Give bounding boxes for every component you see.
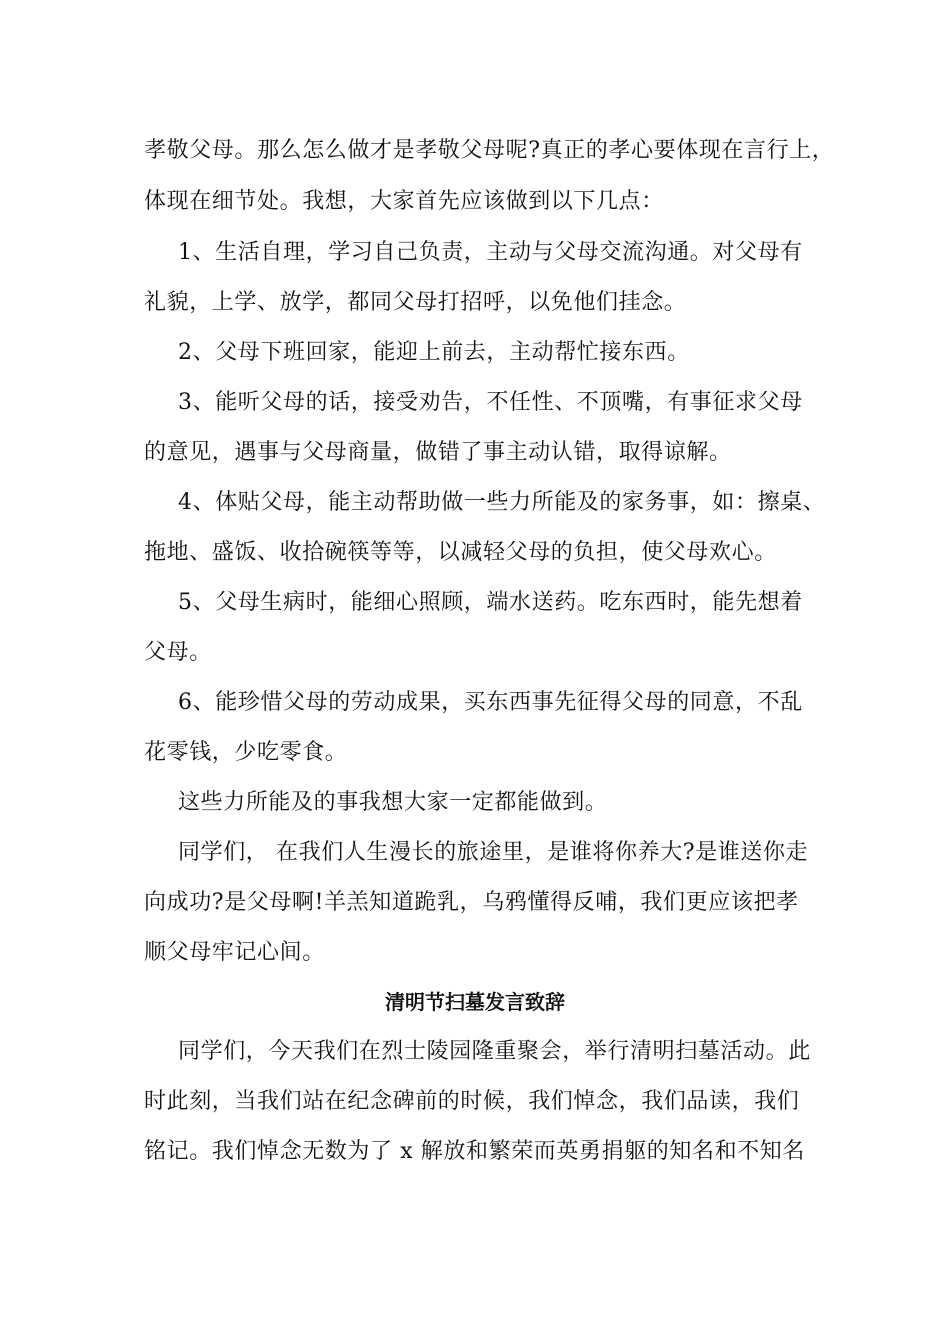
paragraph-line: 向成功?是父母啊!羊羔知道跪乳，乌鸦懂得反哺，我们更应该把孝 <box>144 890 799 915</box>
paragraph-line: 孝敬父母。那么怎么做才是孝敬父母呢?真正的孝心要体现在言行上， <box>144 138 835 163</box>
paragraph-line: 这些力所能及的事我想大家一定都能做到。 <box>178 790 608 815</box>
paragraph-line: 花零钱，少吃零食。 <box>144 740 348 765</box>
list-item-1: 1、生活自理，学习自己负责，主动与父母交流沟通。对父母有 <box>178 240 803 265</box>
paragraph-line: 顺父母牢记心间。 <box>144 940 325 965</box>
paragraph-line: 体现在细节处。我想，大家首先应该做到以下几点： <box>144 189 664 214</box>
paragraph-line: 铭记。我们悼念无数为了 x 解放和繁荣而英勇捐躯的知名和不知名 <box>144 1139 805 1164</box>
paragraph-line: 拖地、盛饭、收拾碗筷等等，以减轻父母的负担，使父母欢心。 <box>144 540 777 565</box>
section-title: 清明节扫墓发言致辞 <box>385 990 565 1014</box>
paragraph-line: 同学们， 在我们人生漫长的旅途里，是谁将你养大?是谁送你走 <box>178 840 809 865</box>
paragraph-line: 父母。 <box>144 640 212 665</box>
list-item-2: 2、父母下班回家，能迎上前去，主动帮忙接东西。 <box>178 340 690 365</box>
paragraph-line: 同学们，今天我们在烈士陵园隆重聚会，举行清明扫墓活动。此 <box>178 1039 811 1064</box>
list-item-4: 4、体贴父母，能主动帮助做一些力所能及的家务事，如：擦桌、 <box>178 490 826 515</box>
list-item-5: 5、父母生病时，能细心照顾，端水送药。吃东西时，能先想着 <box>178 590 803 615</box>
paragraph-line: 礼貌，上学、放学，都同父母打招呼，以免他们挂念。 <box>144 290 687 315</box>
paragraph-line: 时此刻，当我们站在纪念碑前的时候，我们悼念，我们品读，我们 <box>144 1089 800 1114</box>
list-item-6: 6、能珍惜父母的劳动成果，买东西事先征得父母的同意，不乱 <box>178 690 803 715</box>
list-item-3: 3、能听父母的话，接受劝告，不任性、不顶嘴，有事征求父母 <box>178 390 803 415</box>
paragraph-line: 的意见，遇事与父母商量，做错了事主动认错，取得谅解。 <box>144 440 732 465</box>
